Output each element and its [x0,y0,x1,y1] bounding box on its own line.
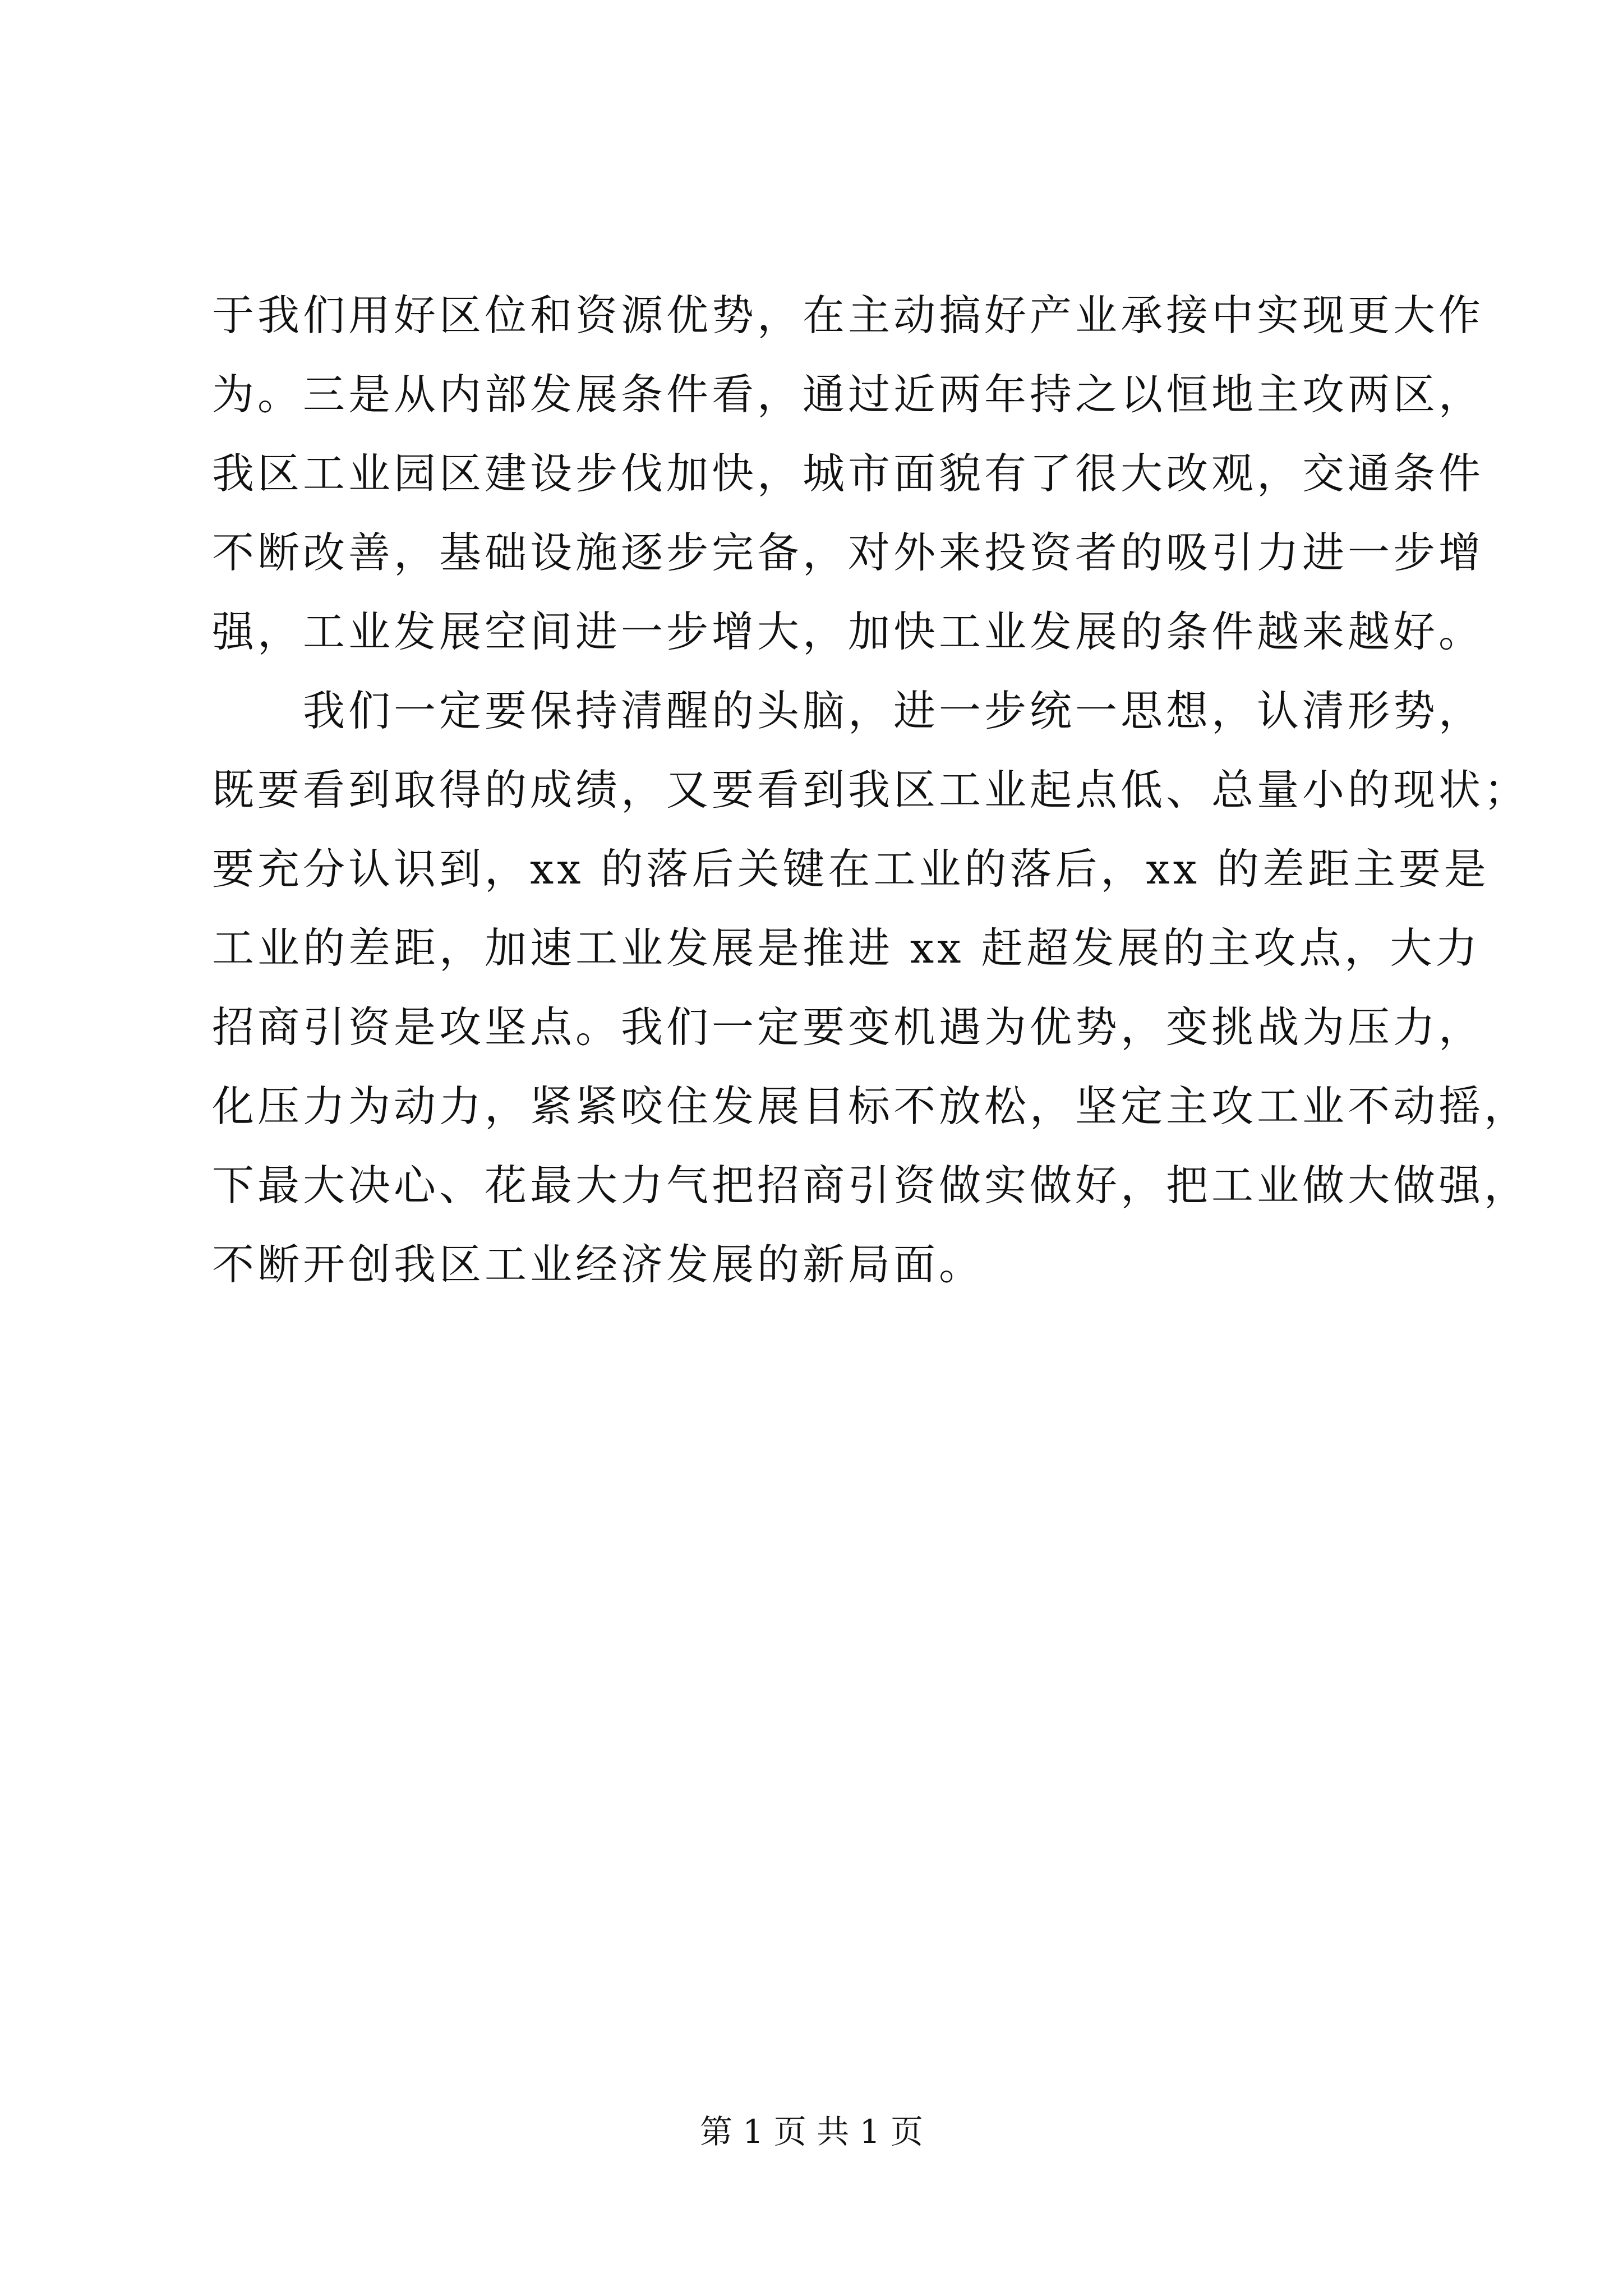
text-line: 于我们用好区位和资源优势，在主动搞好产业承接中实现更大作 [212,291,1484,340]
text-line: 我们一定要保持清醒的头脑，进一步统一思想，认清形势， [212,686,1484,735]
text-line: 为。三是从内部发展条件看，通过近两年持之以恒地主攻两区， [212,370,1484,419]
text-line: 要充分认识到，xx 的落后关键在工业的落后，xx 的差距主要是 [212,844,1490,894]
page-footer: 第 1 页 共 1 页 [700,2113,923,2151]
text-line: 既要看到取得的成绩，又要看到我区工业起点低、总量小的现状； [212,765,1530,815]
text-line: 我区工业园区建设步伐加快，城市面貌有了很大改观，交通条件 [212,449,1484,498]
text-line: 化压力为动力，紧紧咬住发展目标不放松，坚定主攻工业不动摇， [212,1082,1530,1131]
body-text [212,276,1530,1304]
text-line: 不断改善，基础设施逐步完备，对外来投资者的吸引力进一步增 [212,528,1484,577]
text-line: 招商引资是攻坚点。我们一定要变机遇为优势，变挑战为压力， [212,1002,1484,1052]
text-line: 强，工业发展空间进一步增大，加快工业发展的条件越来越好。 [212,607,1484,656]
text-line: 不断开创我区工业经济发展的新局面。 [212,1240,985,1289]
text-line: 工业的差距，加速工业发展是推进 xx 赶超发展的主攻点，大力 [212,923,1481,973]
text-line: 下最大决心、花最大力气把招商引资做实做好，把工业做大做强， [212,1161,1530,1210]
